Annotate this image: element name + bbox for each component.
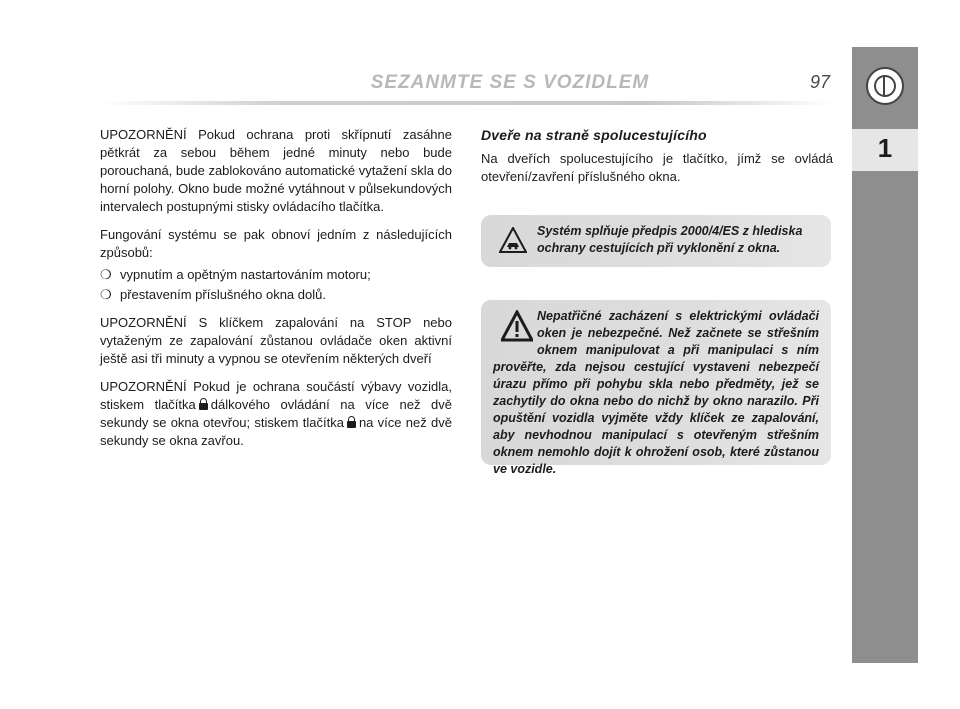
info-note-text: Systém splňuje předpis 2000/4/ES z hlediska ochrany cestujících při vyklonění z okna. xyxy=(537,224,803,255)
bullet-circle-icon: ❍ xyxy=(100,287,112,302)
paragraph-warning-remote xyxy=(100,378,452,450)
paragraph-text-part: UPOZORNĚNÍ Pokud je ochrana součástí výbavy vozidla, stiskem tlačítka xyxy=(100,379,452,412)
paragraph-restore-intro: Fungování systému se pak obnoví jedním z následujících způsobů: xyxy=(100,227,452,260)
paragraph-warning-ignition: UPOZORNĚNÍ S klíčkem zapalování na STOP nebo vytaženým ze zapalování zůstanou ovládače oken aktivní ještě asi tři minuty a vypnou se otevřením některých dveří xyxy=(100,315,452,366)
bullet-circle-icon: ❍ xyxy=(100,267,112,282)
list-item-text: vypnutím a opětným nastartováním motoru; xyxy=(120,267,371,282)
section-heading: Dveře na straně spolucestujícího xyxy=(481,127,707,143)
page-number: 97 xyxy=(809,72,830,92)
right-column xyxy=(481,126,833,186)
paragraph-warning-pinch: UPOZORNĚNÍ Pokud ochrana proti skřípnutí zasáhne pětkrát za sebou během jedné minuty nebo bude porouchaná, bude zablokováno automatické vytažení skla do horní polohy. Okno bude možné vytáhnout v půlsekundových intervalech postupnými stisky ovládacího tlačítka. xyxy=(100,127,452,214)
paragraph-text-part: na více než dvě sekundy se okna zavřou. xyxy=(100,415,452,448)
info-note xyxy=(481,215,831,267)
alfa-romeo-badge-icon xyxy=(866,67,904,105)
list-item-text: přestavením příslušného okna dolů. xyxy=(120,287,326,302)
list-item xyxy=(100,286,452,304)
warning-triangle-icon xyxy=(501,310,533,342)
unlock-icon xyxy=(199,398,208,410)
list-item xyxy=(100,266,452,284)
warning-note-text: Nepatřičné zacházení s elektrickými ovládači oken je nebezpečné. Než začnete se střešním oknem manipulovat a při manipulaci s ním prověřte, zda nejsou cestující vystaveni nebezpečí úrazu přímo při pohybu skla nebo předměty, jež se zachytily do okna nebo do nichž by okno narazilo. Při opuštění vozidla vyjměte vždy klíček ze zapalování, aby nevhodnou manipulací s otevřeným střešním oknem nemohlo dojít k ohrožení osob, které zůstanou ve vozidle. xyxy=(493,309,819,476)
badge-divider xyxy=(883,75,885,97)
badge-inner-ring xyxy=(874,75,896,97)
paragraph-text-part: dálkového ovládání na více než dvě sekundy se okna otevřou; stiskem tlačítka xyxy=(100,397,452,430)
lock-icon xyxy=(347,416,356,428)
section-body: Na dveřích spolucestujícího je tlačítko, jímž se ovládá otevření/zavření příslušného okna. xyxy=(481,151,833,184)
warning-note xyxy=(481,300,831,476)
chapter-number: 1 xyxy=(877,133,893,163)
warning-icon-slot xyxy=(493,308,537,354)
header-divider xyxy=(100,101,834,105)
left-column xyxy=(100,126,452,460)
page-title: SEZANMTE SE S VOZIDLEM xyxy=(370,72,650,93)
passenger-window-icon xyxy=(499,227,527,253)
